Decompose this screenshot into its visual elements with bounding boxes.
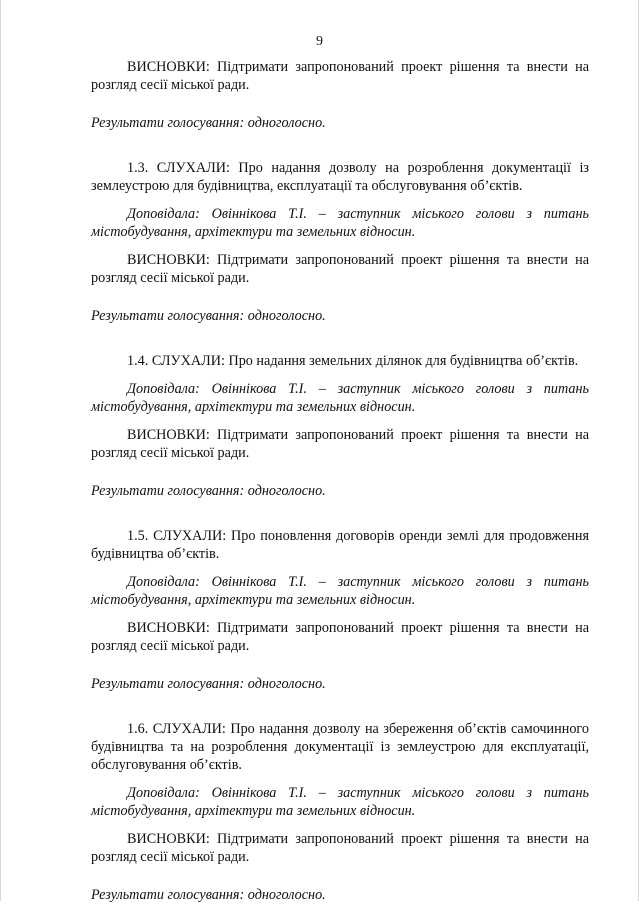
item-1-6-reporter: Доповідала: Овіннікова Т.І. – заступник міського голови з питань містобудування, архітектури та земельних відносин.	[91, 785, 589, 819]
item-1-4-conclusion: ВИСНОВКИ: Підтримати запропонований проект рішення та внести на розгляд сесії міської ради.	[91, 427, 589, 461]
page-number: 9	[316, 34, 323, 49]
document-body	[91, 58, 589, 904]
item-1-3-reporter: Доповідала: Овіннікова Т.І. – заступник міського голови з питань містобудування, архітектури та земельних відносин.	[91, 206, 589, 240]
intro-vote-result: Результати голосування: одноголосно.	[91, 115, 326, 131]
item-1-4-vote-result: Результати голосування: одноголосно.	[91, 483, 326, 499]
item-1-5-reporter: Доповідала: Овіннікова Т.І. – заступник міського голови з питань містобудування, архітектури та земельних відносин.	[91, 574, 589, 608]
item-1-5-heard: 1.5. СЛУХАЛИ: Про поновлення договорів оренди землі для продовження будівництва об’єктів.	[91, 528, 589, 562]
item-1-5-conclusion: ВИСНОВКИ: Підтримати запропонований проект рішення та внести на розгляд сесії міської ради.	[91, 620, 589, 654]
item-1-6-heard: 1.6. СЛУХАЛИ: Про надання дозволу на збереження об’єктів самочинного будівництва та на розроблення документації із землеустрою для експлуатації, обслуговування об’єктів.	[91, 721, 589, 773]
item-1-3-heard: 1.3. СЛУХАЛИ: Про надання дозволу на розроблення документації із землеустрою для будівництва, експлуатації та обслуговування об’єктів.	[91, 160, 589, 194]
item-1-3-conclusion: ВИСНОВКИ: Підтримати запропонований проект рішення та внести на розгляд сесії міської ради.	[91, 252, 589, 286]
item-1-3-vote-result: Результати голосування: одноголосно.	[91, 308, 326, 324]
item-1-4-heard: 1.4. СЛУХАЛИ: Про надання земельних ділянок для будівництва об’єктів.	[127, 353, 579, 369]
item-1-6-vote-result: Результати голосування: одноголосно.	[91, 887, 326, 903]
item-1-4-reporter: Доповідала: Овіннікова Т.І. – заступник міського голови з питань містобудування, архітектури та земельних відносин.	[91, 381, 589, 415]
item-1-6-conclusion: ВИСНОВКИ: Підтримати запропонований проект рішення та внести на розгляд сесії міської ради.	[91, 831, 589, 865]
item-1-5-vote-result: Результати голосування: одноголосно.	[91, 676, 326, 692]
intro-conclusion: ВИСНОВКИ: Підтримати запропонований проект рішення та внести на розгляд сесії міської ради.	[91, 59, 589, 93]
